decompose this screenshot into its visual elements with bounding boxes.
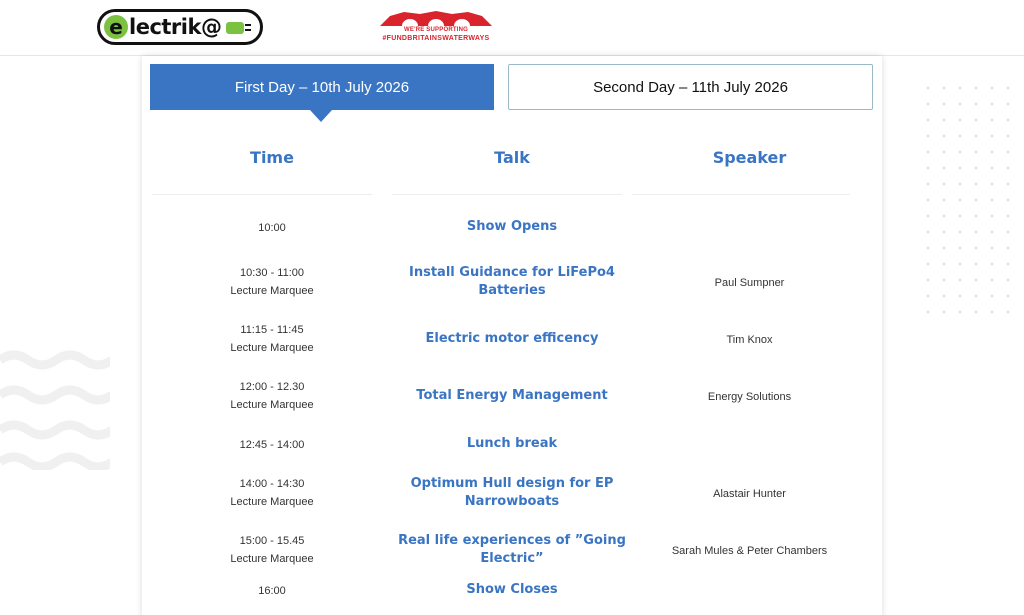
speaker-cell: Tim Knox <box>726 334 773 346</box>
location-text: Lecture Marquee <box>230 553 314 565</box>
time-range: 12:00 - 12.30 <box>239 381 305 393</box>
column-divider <box>152 194 372 195</box>
bridge-icon <box>380 8 492 28</box>
time-cell: 10:00 <box>258 222 286 234</box>
talk-cell: Optimum Hull design for EP Narrowboats <box>410 476 614 509</box>
speaker-cell: Alastair Hunter <box>713 488 786 500</box>
time-range: 11:15 - 11:45 <box>240 324 304 336</box>
tab-first-day[interactable]: First Day – 10th July 2026 <box>150 64 494 110</box>
time-range: 14:00 - 14:30 <box>239 478 305 490</box>
support-tagline: WE'RE SUPPORTING <box>404 27 468 33</box>
location-text: Lecture Marquee <box>230 399 314 411</box>
logo-e-mark: e <box>104 15 128 39</box>
column-header-talk: Talk <box>494 148 530 167</box>
time-cell <box>172 475 372 511</box>
plug-icon <box>226 22 244 34</box>
talk-cell: Total Energy Management <box>416 388 608 403</box>
time-cell <box>172 532 372 568</box>
talk-cell: Show Opens <box>466 219 558 234</box>
speaker-cell: Paul Sumpner <box>714 277 785 289</box>
location-text: Lecture Marquee <box>230 342 314 354</box>
talk-cell: Show Closes <box>466 582 558 597</box>
talk-cell: Install Guidance for LiFePo4 Batteries <box>409 265 615 298</box>
column-header-speaker: Speaker <box>712 148 787 167</box>
wave-decoration <box>0 350 110 470</box>
speaker-cell: Sarah Mules & Peter Chambers <box>671 545 828 557</box>
dot-grid-decoration <box>920 80 1020 325</box>
talk-cell: Electric motor efficency <box>425 331 599 346</box>
time-range: 15:00 - 15.45 <box>239 535 305 547</box>
time-cell <box>172 378 372 414</box>
schedule-card <box>142 56 882 615</box>
talk-cell: Real life experiences of ”Going Electric” <box>398 533 626 566</box>
canal-bridge-logo[interactable] <box>380 8 492 46</box>
site-header <box>0 0 1024 56</box>
electrika-logo[interactable] <box>97 9 263 45</box>
speaker-cell: Energy Solutions <box>707 391 792 403</box>
time-cell <box>172 321 372 357</box>
talk-cell: Lunch break <box>466 436 558 451</box>
support-hashtag: #FUNDBRITAINSWATERWAYS <box>382 35 490 42</box>
time-cell: 16:00 <box>258 585 286 597</box>
column-header-time: Time <box>250 148 294 167</box>
column-divider <box>392 194 622 195</box>
time-cell <box>172 264 372 300</box>
logo-wordmark: lectrik@ <box>129 15 222 39</box>
column-divider <box>632 194 850 195</box>
tab-second-day[interactable]: Second Day – 11th July 2026 <box>508 64 873 110</box>
location-text: Lecture Marquee <box>230 496 314 508</box>
time-range: 10:30 - 11:00 <box>239 267 304 279</box>
location-text: Lecture Marquee <box>230 285 314 297</box>
time-cell: 12:45 - 14:00 <box>239 439 305 451</box>
